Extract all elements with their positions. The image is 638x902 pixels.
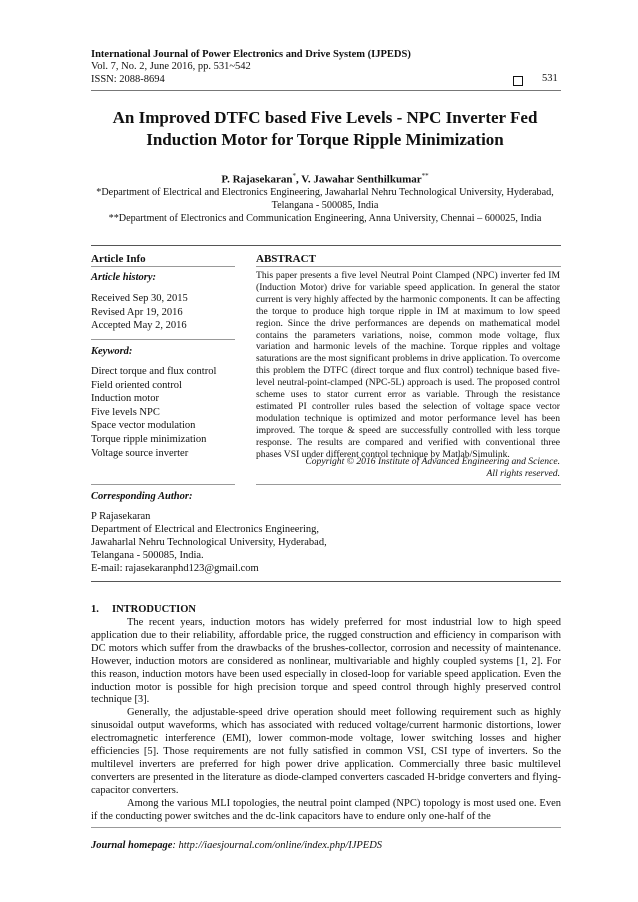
info-top-rule [91,245,561,246]
accepted-date: Accepted May 2, 2016 [91,320,187,332]
authors [60,172,590,186]
journal-name: International Journal of Power Electronics and Drive System (IJPEDS) [91,49,411,60]
history-heading: Article history: [91,272,157,283]
introduction-body [91,617,561,824]
journal-issn: ISSN: 2088-8694 [91,74,165,85]
title-line-1: An Improved DTFC based Five Levels - NPC Inverter Fed [112,108,538,127]
header-divider [91,90,561,91]
affiliation-1 [80,186,570,212]
homepage-link[interactable]: : http://iaesjournal.com/online/index.php/IJPEDS [172,840,383,851]
keyword-item: Field oriented control [91,379,182,391]
author-1: P. Rajasekaran [221,173,293,186]
abstract-heading-rule [256,266,561,267]
info-heading-rule [91,266,235,267]
section-heading-introduction: 1. INTRODUCTION [91,604,197,615]
copyright-line-1: Copyright © 2016 Institute of Advanced Engineering and Science. [305,456,560,467]
info-bottom-rule [91,484,235,485]
body-paragraph: The recent years, induction motors has widely preferred for most industrial low to high speed application due to their reliability, affordable price, the rugged construction and efficiency in comparison with DC motors which suffer from the drawbacks of the brushes-collector, corrosion and necessity of maintenance. However, induction motors are considered as nonlinear, multivariable and highly coupled systems [1, 2]. For this reason, induction motors have been used especially in closed-loop for variable speed application. Even the induction motor is possible for high precision torque and speed control through highly preserved control technique [3]. [91,617,561,706]
corresponding-email: E-mail: rajasekaranphd123@gmail.com [91,562,259,574]
title-line-2: Induction Motor for Torque Ripple Minimization [146,130,504,149]
copyright-line-2: All rights reserved. [486,468,560,479]
keyword-item: Five levels NPC [91,406,160,418]
corresponding-bottom-rule [91,581,561,582]
affiliation-line-1: *Department of Electrical and Electronics Engineering, Jawaharlal Nehru Technological University, Hyderabad, [96,187,554,198]
keyword-heading: Keyword: [91,346,133,357]
journal-volume: Vol. 7, No. 2, June 2016, pp. 531~542 [91,61,251,72]
corresponding-heading: Corresponding Author: [91,491,193,502]
journal-homepage [91,840,382,851]
body-paragraph: Among the various MLI topologies, the neutral point clamped (NPC) topology is most used one. Even if the conducting power switches and the dc-link capacitors have to endure only one-half of the [91,797,561,822]
abstract-text: This paper presents a five level Neutral Point Clamped (NPC) inverter fed IM (Induction Motor) drive for variable speed application. In general the stator current is very highly affected by the harmonic components. It can be affecting the torque to produce high torque ripple in IM at maximum to low speed region. Since the drive performances are depends on mathematical model contains the parameters variations, noise, common mode voltage, flux variation and harmonic levels of the machine. Torque ripples and voltage saturations are the most significant problems in drive application. To overcome this problem the DTFC (direct torque and flux control) technique based five-level neutral-point-clamped (NPC-5L) approach is used. The proposed control scheme uses to stator current error as variable. Through the resistance estimated PI controller rules based the selection of voltage space vector modulation technique is optimized and motor performance level has been improved. The torque & speed are successfully controlled with less torque response. The results are compared and verified with conventional three phases VSI under different control technique by Matlab/Simulink. [256,270,560,460]
keyword-item: Induction motor [91,393,159,405]
corresponding-name: P Rajasekaran [91,511,151,522]
received-date: Received Sep 30, 2015 [91,293,188,304]
page-number: 531 [542,73,558,84]
corresponding-dept: Department of Electrical and Electronics Engineering, [91,523,319,535]
author-2-mark: ** [421,172,429,180]
abstract-heading: ABSTRACT [256,253,316,265]
author-separator: , [295,173,302,186]
keyword-item: Torque ripple minimization [91,433,207,445]
affiliation-2: **Department of Electronics and Communication Engineering, Anna University, Chennai – 600025, India [108,213,542,224]
corresponding-univ: Jawaharlal Nehru Technological University, Hyderabad, [91,536,327,548]
corresponding-place: Telangana - 500085, India. [91,549,204,561]
article-history [91,292,188,333]
paper-title [60,107,590,151]
author-2: V. Jawahar Senthilkumar [301,173,422,186]
author-1-mark: * [292,172,296,180]
footer-rule [91,827,561,828]
copyright-notice [256,456,560,480]
abstract-bottom-rule [256,484,561,485]
body-paragraph: Generally, the adjustable-speed drive operation should meet following requirement such as highly sinusoidal output waveforms, which has associated with reduced voltage/current harmonic distortions, lower electromagnetic interference (EMI), lower common-mode voltage, lower switching losses and higher efficiencies [5]. Those requirements are not fully satisfied in common VSI, CSI type of inverters. So the multilevel inverters are preferred for high power drive application. Commercially three basic multilevel converters are presented in the literature as diode-clamped converters cascaded H-bridge converters and flying-capacitor converters. [91,707,561,796]
keyword-item: Space vector modulation [91,420,196,432]
checkbox-square-icon [513,76,523,86]
history-divider [91,339,235,340]
affiliation-line-2: Telangana - 500085, India [271,200,379,211]
homepage-label: Journal homepage [91,840,173,851]
keyword-item: Voltage source inverter [91,447,189,459]
keyword-list [91,365,216,460]
revised-date: Revised Apr 19, 2016 [91,306,183,318]
corresponding-author [91,511,327,576]
keyword-item: Direct torque and flux control [91,366,217,377]
article-info-heading: Article Info [91,253,146,265]
